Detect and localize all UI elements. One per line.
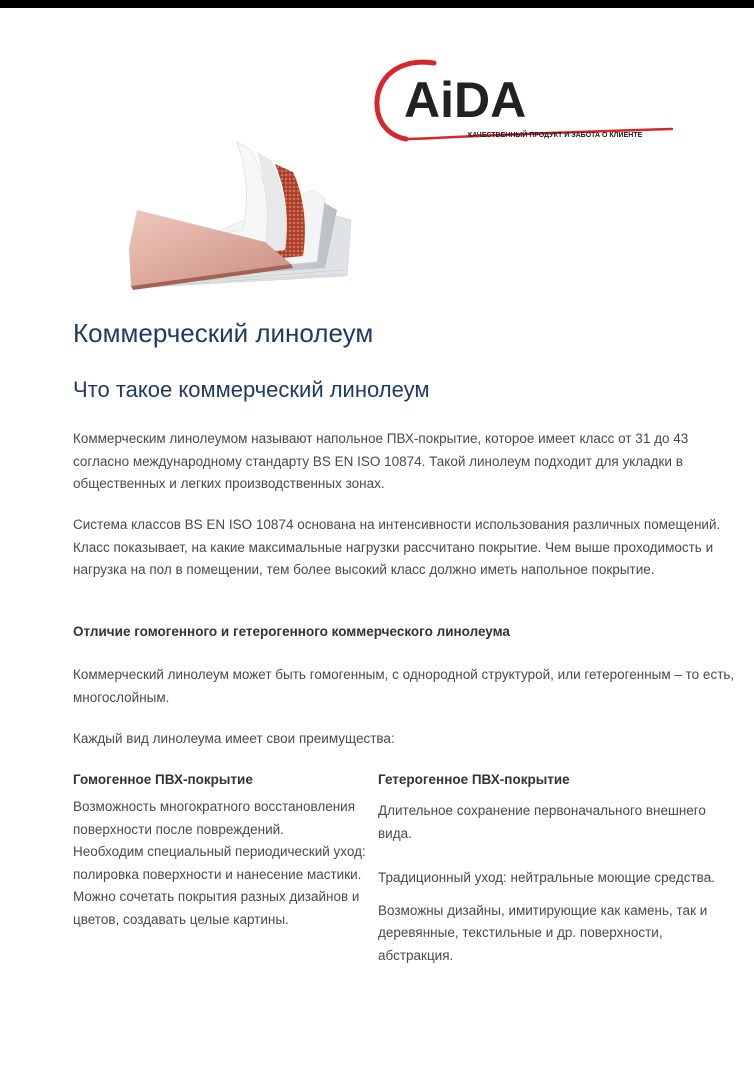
linoleum-layers-illustration [125,138,365,308]
homogeneous-column [73,770,373,931]
homogeneous-item: Можно сочетать покрытия разных дизайнов и цветов, создавать целые картины. [73,889,360,927]
top-status-bar [0,0,754,8]
intro-paragraph-1: Коммерческим линолеумом называют напольное ПВХ-покрытие, которое имеет класс от 31 до 43 согласно международному стандарту BS EN ISO 10874. Такой линолеум подходит для укладки в общественных и легких производственных зонах. [73,431,689,491]
logo-tagline: КАЧЕСТВЕННЫЙ ПРОДУКТ И ЗАБОТА О КЛИЕНТЕ [468,132,643,139]
heterogeneous-item: Традиционный уход: нейтральные моющие средства. [378,870,715,885]
heterogeneous-item: Длительное сохранение первоначального внешнего вида. [378,803,706,841]
comparison-heading: Отличие гомогенного и гетерогенного коммерческого линолеума [73,624,510,639]
homogeneous-title: Гомогенное ПВХ-покрытие [73,772,253,787]
advantages-intro: Каждый вид линолеума имеет свои преимущества: [73,731,395,746]
heterogeneous-title: Гетерогенное ПВХ-покрытие [378,772,570,787]
intro-paragraph-2: Система классов BS EN ISO 10874 основана на интенсивности использования различных помещений. Класс показывает, на какие максимальные нагрузки рассчитано покрытие. Чем выше проходимость и нагрузка на пол в помещении, тем более высокий класс должно иметь напольное покрытие. [73,517,721,577]
heterogeneous-column [378,770,728,967]
types-paragraph: Коммерческий линолеум может быть гомогенным, с однородной структурой, или гетерогенным – то есть, многослойным. [73,667,735,705]
aida-logo [372,55,676,150]
homogeneous-item: Возможность многократного восстановления поверхности после повреждений. [73,799,356,837]
logo-wordmark: AiDA [404,72,527,128]
page-title: Коммерческий линолеум [73,318,374,348]
heterogeneous-item: Возможны дизайны, имитирующие как камень, так и деревянные, текстильные и др. поверхности, абстракция. [378,902,708,963]
section-title: Что такое коммерческий линолеум [73,377,430,402]
homogeneous-item: Необходим специальный периодический уход: полировка поверхности и нанесение мастики. [73,844,366,882]
